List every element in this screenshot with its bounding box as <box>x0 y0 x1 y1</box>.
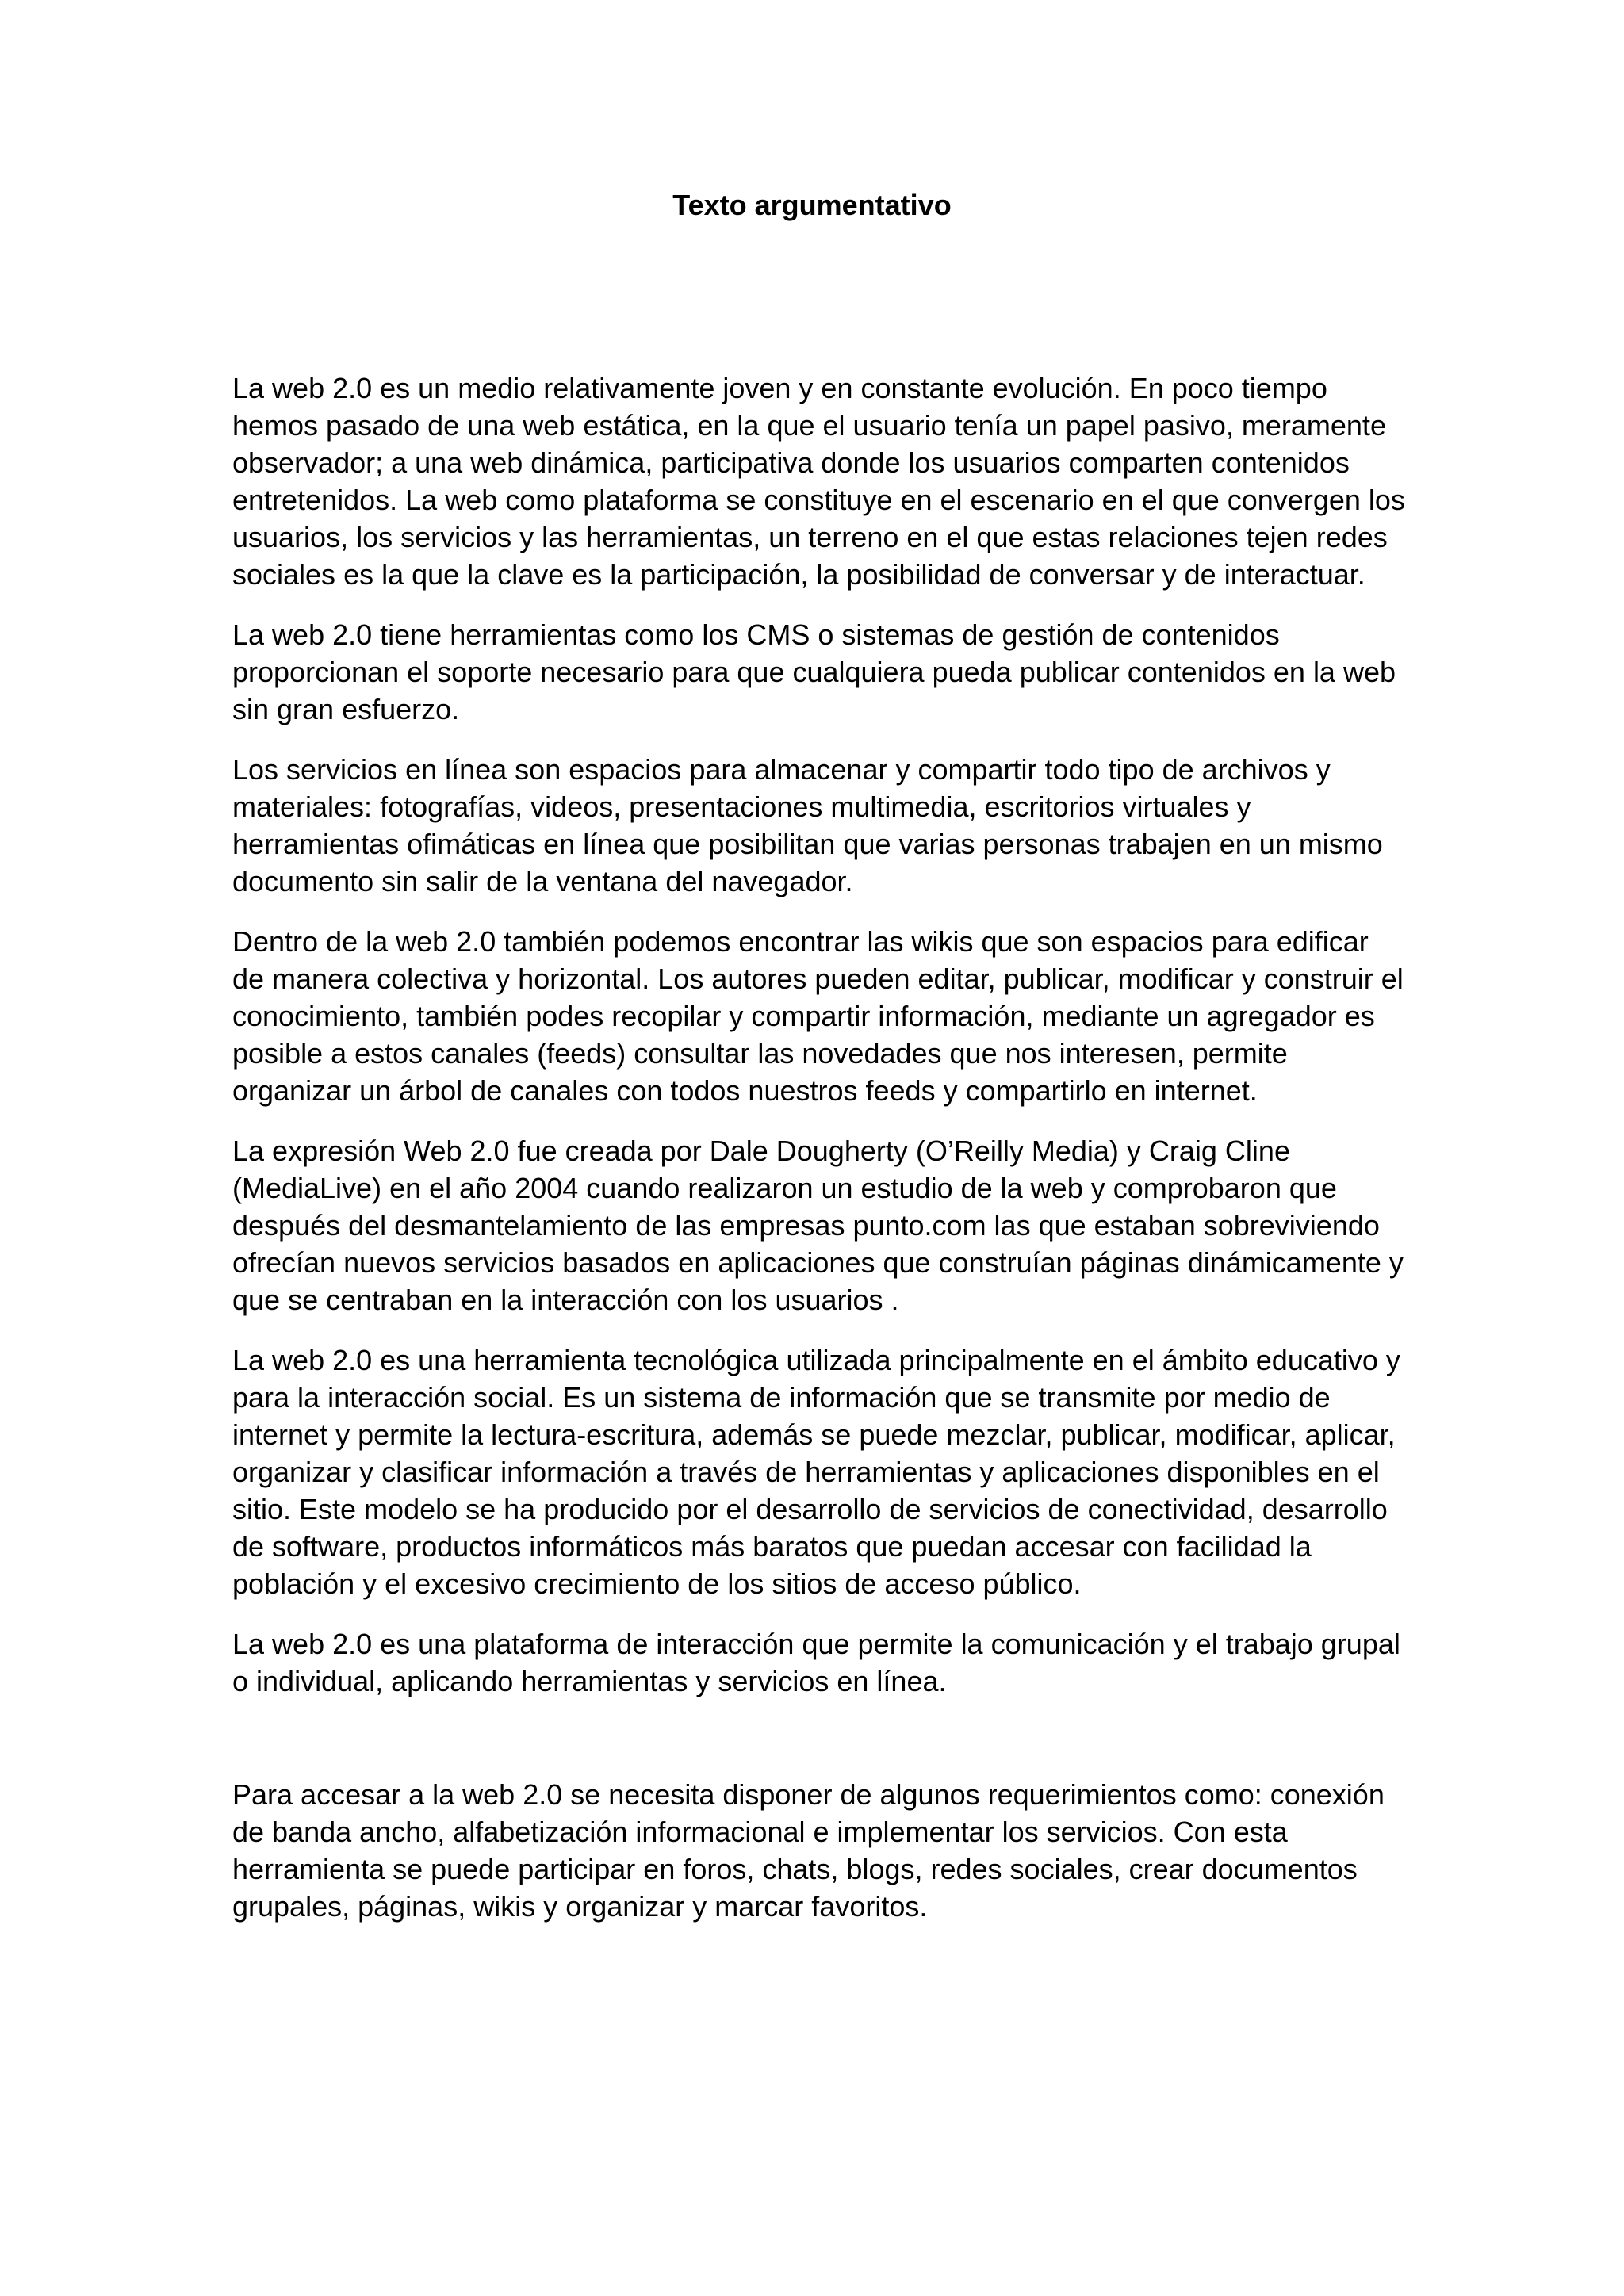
paragraph-2: La web 2.0 tiene herramientas como los CMS o sistemas de gestión de contenidos proporcionan el soporte necesario para que cualquiera pueda publicar contenidos en la web sin gran esfuerzo. <box>232 618 1396 725</box>
paragraph-4: Dentro de la web 2.0 también podemos encontrar las wikis que son espacios para edificar de manera colectiva y horizontal. Los autores pueden editar, publicar, modificar y construir el conocimiento, también podes recopilar y compartir información, mediante un agregador es posible a estos canales (feeds) consultar las novedades que nos interesen, permite organizar un árbol de canales con todos nuestros feeds y compartirlo en internet. <box>232 925 1404 1107</box>
paragraph-1: La web 2.0 es un medio relativamente joven y en constante evolución. En poco tiempo hemos pasado de una web estática, en la que el usuario tenía un papel pasivo, meramente observador; a una web dinámica, participativa donde los usuarios comparten contenidos entretenidos. La web como plataforma se constituye en el escenario en el que convergen los usuarios, los servicios y las herramientas, un terreno en el que estas relaciones tejen redes sociales es la que la clave es la participación, la posibilidad de conversar y de interactuar. <box>232 372 1405 591</box>
paragraph-3: Los servicios en línea son espacios para almacenar y compartir todo tipo de archivos y materiales: fotografías, videos, presentaciones multimedia, escritorios virtuales y herramientas ofimáticas en línea que posibilitan que varias personas trabajen en un mismo documento sin salir de la ventana del navegador. <box>232 753 1383 897</box>
paragraph-6: La web 2.0 es una herramienta tecnológica utilizada principalmente en el ámbito educativo y para la interacción social. Es un sistema de información que se transmite por medio de internet y permite la lectura-escritura, además se puede mezclar, publicar, modificar, aplicar, organizar y clasificar información a través de herramientas y aplicaciones disponibles en el sitio. Este modelo se ha producido por el desarrollo de servicios de conectividad, desarrollo de software, productos informáticos más baratos que puedan accesar con facilidad la población y el excesivo crecimiento de los sitios de acceso público. <box>232 1344 1400 1600</box>
paragraph-5: La expresión Web 2.0 fue creada por Dale Dougherty (O’Reilly Media) y Craig Cline (MediaLive) en el año 2004 cuando realizaron un estudio de la web y comprobaron que después del desmantelamiento de las empresas punto.com las que estaban sobreviviendo ofrecían nuevos servicios basados en aplicaciones que construían páginas dinámicamente y que se centraban en la interacción con los usuarios . <box>232 1135 1404 1316</box>
paragraph-8: Para accesar a la web 2.0 se necesita disponer de algunos requerimientos como: conexión de banda ancho, alfabetización informacional e implementar los servicios. Con esta herramienta se puede participar en foros, chats, blogs, redes sociales, crear documentos grupales, páginas, wikis y organizar y marcar favoritos. <box>232 1778 1385 1923</box>
document-body <box>232 369 1406 1948</box>
paragraph-7: La web 2.0 es una plataforma de interacción que permite la comunicación y el trabajo grupal o individual, aplicando herramientas y servicios en línea. <box>232 1628 1400 1697</box>
document-title: Texto argumentativo <box>672 189 952 221</box>
